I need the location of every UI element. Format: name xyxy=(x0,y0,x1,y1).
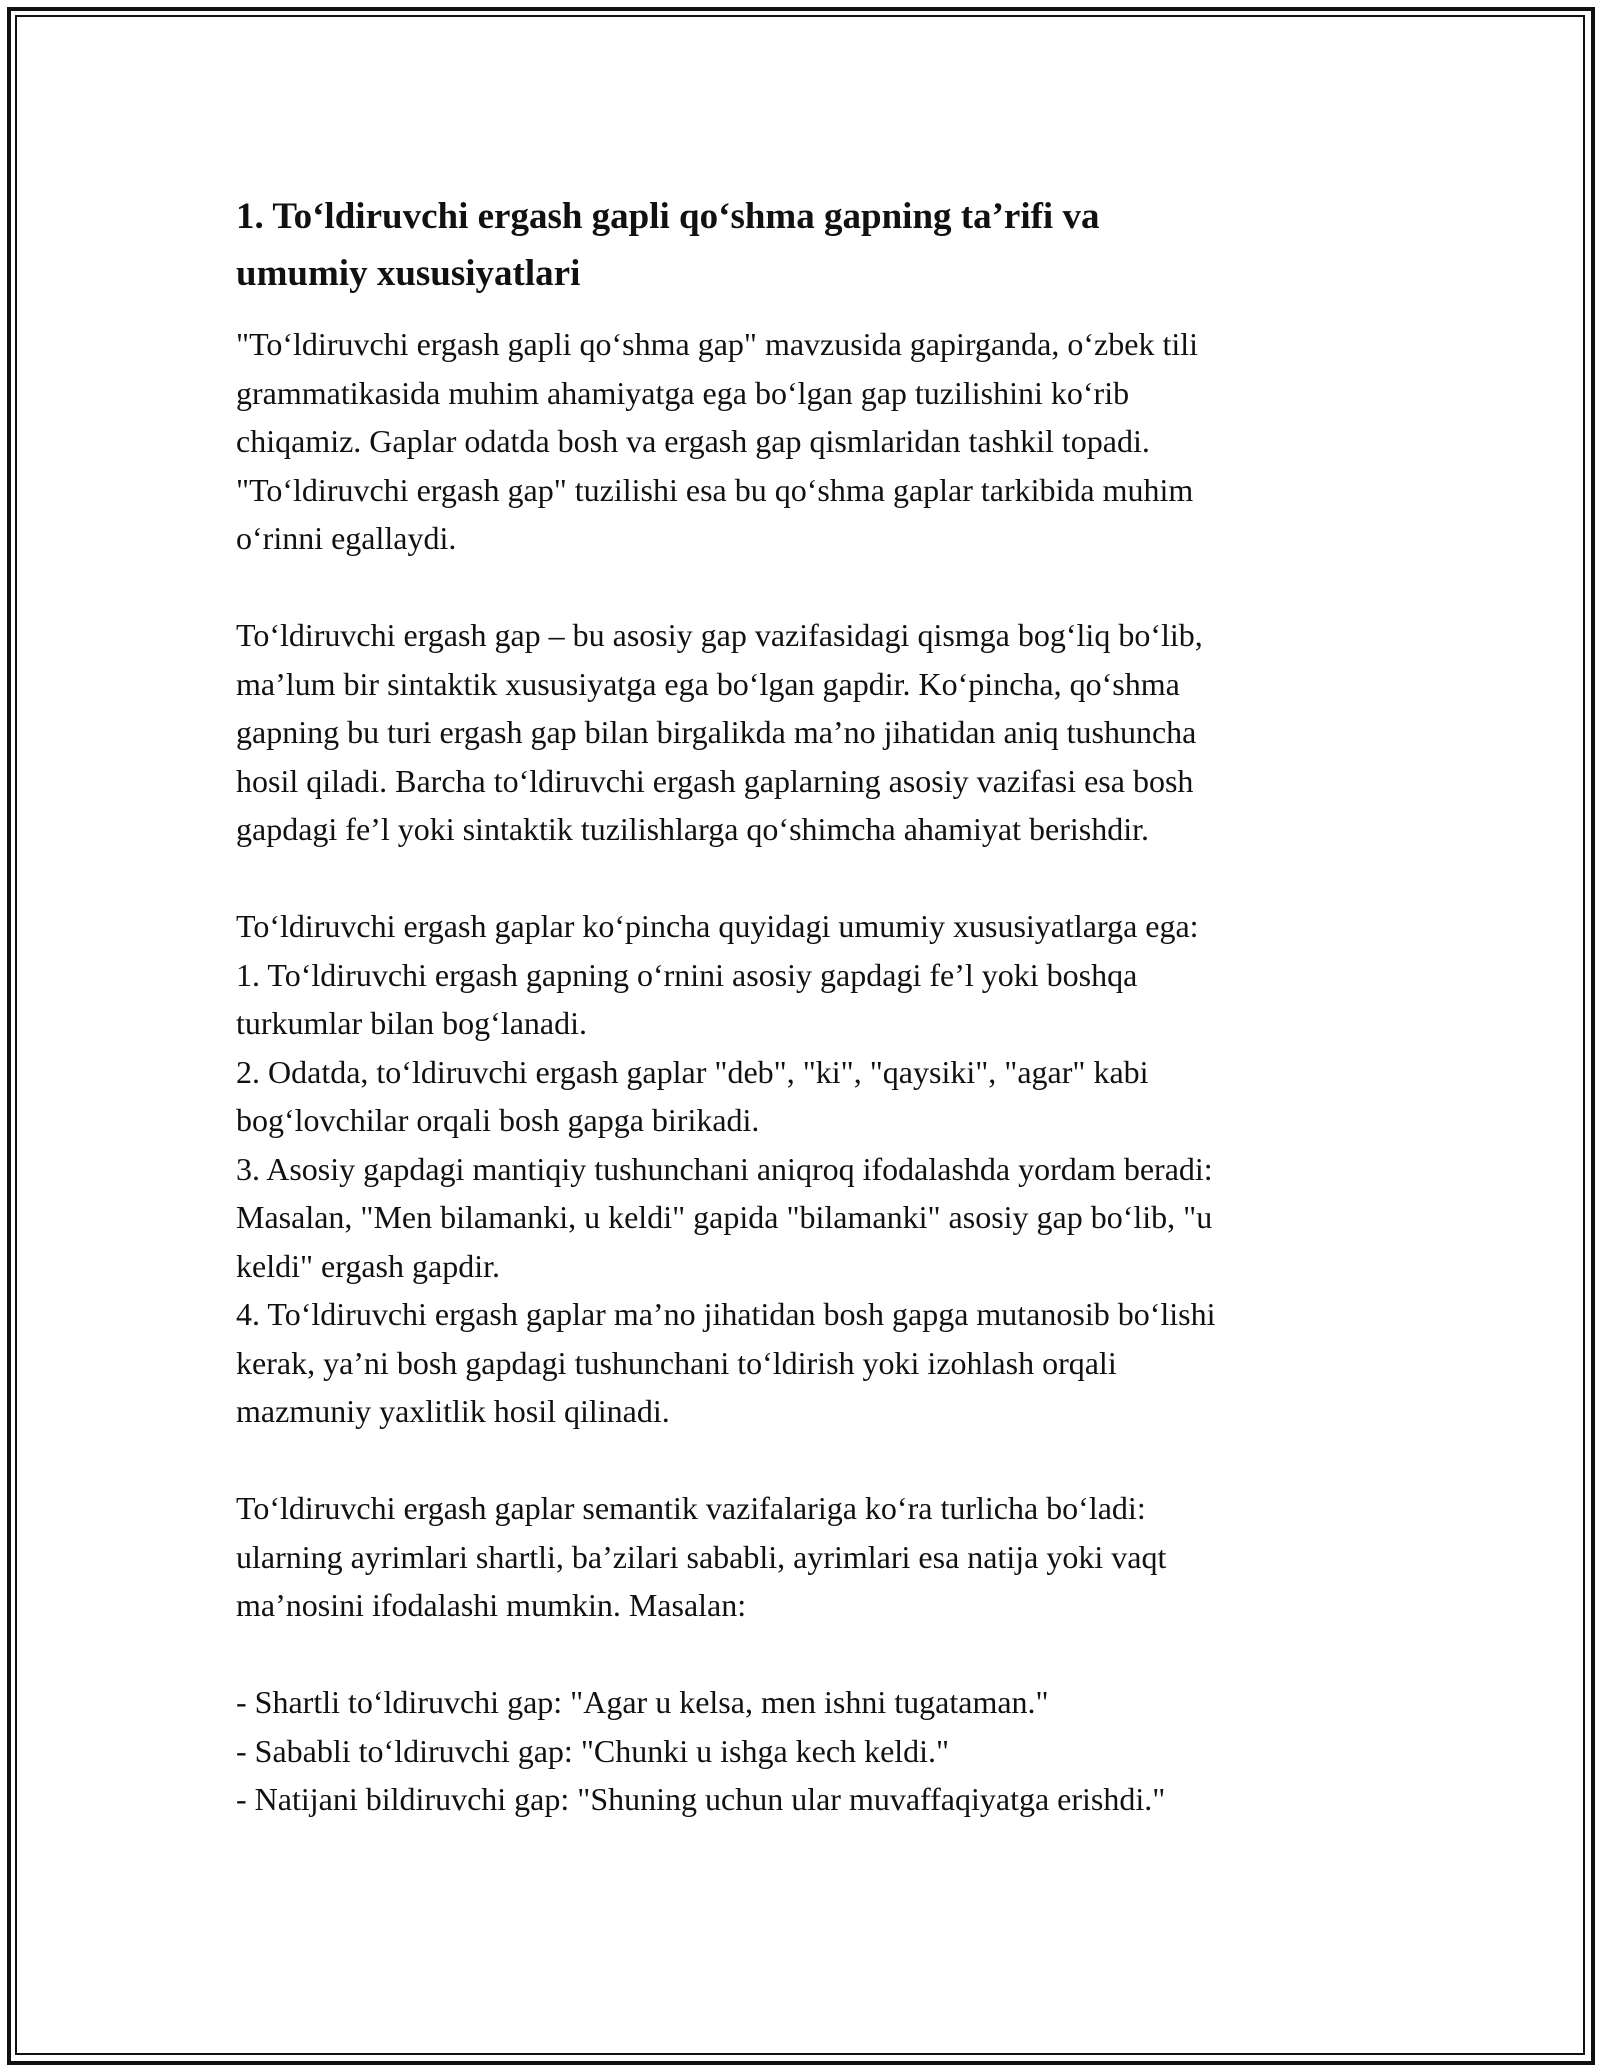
text-line: ma’nosini ifodalashi mumkin. Masalan: xyxy=(236,1587,747,1623)
semantics-paragraph xyxy=(236,1484,1376,1630)
examples-list xyxy=(236,1678,1376,1824)
text-line: To‘ldiruvchi ergash gaplar semantik vazifalariga ko‘ra turlicha bo‘ladi: xyxy=(236,1490,1146,1526)
list-item-line: mazmuniy yaxlitlik hosil qilinadi. xyxy=(236,1393,670,1429)
heading-line: umumiy xususiyatlari xyxy=(236,253,581,294)
intro-paragraph xyxy=(236,320,1376,563)
example-item: - Sababli to‘ldiruvchi gap: "Chunki u ishga kech keldi." xyxy=(236,1732,950,1769)
heading-line: 1. To‘ldiruvchi ergash gapli qo‘shma gapning ta’rifi va xyxy=(236,196,1100,237)
text-line: hosil qiladi. Barcha to‘ldiruvchi ergash gaplarning asosiy vazifasi esa bosh xyxy=(236,762,1194,799)
text-line: "To‘ldiruvchi ergash gapli qo‘shma gap" mavzusida gapirganda, o‘zbek tili xyxy=(236,326,1198,362)
paragraph-spacer xyxy=(236,854,1376,903)
list-item-line: Masalan, "Men bilamanki, u keldi" gapida "bilamanki" asosiy gap bo‘lib, "u xyxy=(236,1199,1213,1235)
text-line: gapdagi fe’l yoki sintaktik tuzilishlarga qo‘shimcha ahamiyat berishdir. xyxy=(236,811,1149,847)
text-line: o‘rinni egallaydi. xyxy=(236,520,457,556)
list-item-line: bog‘lovchilar orqali bosh gapga birikadi. xyxy=(236,1102,760,1138)
text-line: grammatikasida muhim ahamiyatga ega bo‘lgan gap tuzilishini ko‘rib xyxy=(236,374,1130,411)
text-line: chiqamiz. Gaplar odatda bosh va ergash gap qismlaridan tashkil topadi. xyxy=(236,423,1150,459)
text-line: gapning bu turi ergash gap bilan birgalikda ma’no jihatidan aniq tushuncha xyxy=(236,714,1197,750)
list-item-line: 4. To‘ldiruvchi ergash gaplar ma’no jihatidan bosh gapga mutanosib bo‘lishi xyxy=(236,1296,1216,1332)
list-item-line: kerak, ya’ni bosh gapdagi tushunchani to‘ldirish yoki izohlash orqali xyxy=(236,1344,1117,1381)
list-item-line: 1. To‘ldiruvchi ergash gapning o‘rnini asosiy gapdagi fe’l yoki boshqa xyxy=(236,956,1138,993)
text-line: To‘ldiruvchi ergash gap – bu asosiy gap vazifasidagi qismga bog‘liq bo‘lib, xyxy=(236,617,1203,653)
example-item: - Shartli to‘ldiruvchi gap: "Agar u kelsa, men ishni tugataman." xyxy=(236,1684,1049,1720)
document-body xyxy=(236,188,1376,1824)
text-line: ularning ayrimlari shartli, ba’zilari sababli, ayrimlari esa natija yoki vaqt xyxy=(236,1538,1167,1575)
paragraph-spacer xyxy=(236,1436,1376,1485)
example-item: - Natijani bildiruvchi gap: "Shuning uchun ular muvaffaqiyatga erishdi." xyxy=(236,1781,1166,1817)
list-item-line: turkumlar bilan bog‘lanadi. xyxy=(236,1005,588,1041)
list-item-line: keldi" ergash gapdir. xyxy=(236,1247,500,1284)
paragraph-spacer xyxy=(236,563,1376,612)
section-heading xyxy=(236,188,1376,302)
text-line: "To‘ldiruvchi ergash gap" tuzilishi esa bu qo‘shma gaplar tarkibida muhim xyxy=(236,471,1194,508)
text-line: To‘ldiruvchi ergash gaplar ko‘pincha quyidagi umumiy xususiyatlarga ega: xyxy=(236,908,1199,944)
paragraph-spacer xyxy=(236,1630,1376,1679)
definition-paragraph xyxy=(236,611,1376,854)
list-item-line: 3. Asosiy gapdagi mantiqiy tushunchani aniqroq ifodalashda yordam beradi: xyxy=(236,1150,1213,1187)
list-item-line: 2. Odatda, to‘ldiruvchi ergash gaplar "deb", "ki", "qaysiki", "agar" kabi xyxy=(236,1053,1149,1090)
properties-paragraph xyxy=(236,902,1376,1436)
text-line: ma’lum bir sintaktik xususiyatga ega bo‘lgan gapdir. Ko‘pincha, qo‘shma xyxy=(236,665,1180,702)
